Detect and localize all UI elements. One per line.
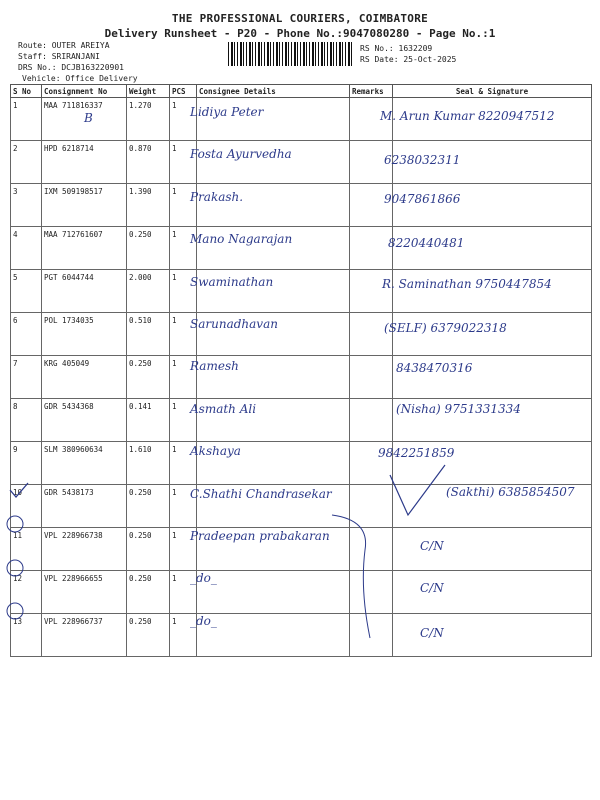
cell-sno: 8 (11, 399, 42, 442)
consignee-handwriting: Sarunadhavan (190, 317, 278, 331)
cell-consignment: PGT 6044744 (42, 270, 127, 313)
table-row (11, 184, 592, 227)
seal-handwriting: (SELF) 6379022318 (384, 321, 507, 335)
cell-pcs: 1 (170, 485, 197, 528)
tick-stroke-icon (380, 455, 450, 525)
cell-weight: 1.270 (127, 98, 170, 141)
cell-remarks (350, 399, 393, 442)
cell-consignment: VPL 228966737 (42, 614, 127, 657)
table-row (11, 356, 592, 399)
cell-sno: 9 (11, 442, 42, 485)
seal-handwriting: 9842251859 (378, 446, 455, 461)
cell-weight: 0.870 (127, 141, 170, 184)
vehicle-text: Vehicle: Office Delivery (22, 74, 138, 83)
cell-weight: 0.250 (127, 614, 170, 657)
staff-text: Staff: SRIRANJANI (18, 52, 100, 61)
cell-weight: 0.250 (127, 571, 170, 614)
table-header-row (11, 85, 592, 98)
col-sno: S No (11, 85, 42, 98)
cell-weight: 1.610 (127, 442, 170, 485)
drs-text: DRS No.: DCJB163220901 (18, 63, 124, 72)
table-row (11, 442, 592, 485)
col-remarks: Remarks (350, 85, 393, 98)
seal-handwriting: (Sakthi) 6385854507 (446, 484, 575, 499)
route-text: Route: OUTER AREIYA (18, 41, 110, 50)
seal-handwriting: R. Saminathan 9750447854 (382, 276, 552, 291)
consignee-handwriting: Mano Nagarajan (190, 232, 293, 247)
note-handwriting: B (84, 111, 93, 125)
consignee-handwriting: _do_ (190, 571, 217, 586)
cell-pcs: 1 (170, 227, 197, 270)
cell-consignment: VPL 228966738 (42, 528, 127, 571)
col-seal: Seal & Signature (393, 85, 592, 98)
cell-weight: 0.250 (127, 528, 170, 571)
cell-sno: 6 (11, 313, 42, 356)
cell-pcs: 1 (170, 141, 197, 184)
cell-sno: 11 (11, 528, 42, 571)
seal-handwriting: 8220440481 (388, 236, 465, 251)
bracket-stroke (330, 510, 380, 640)
consignee-handwriting: Lidiya Peter (190, 105, 264, 119)
cell-consignment: KRG 405049 (42, 356, 127, 399)
consignee-handwriting: Ramesh (190, 359, 239, 374)
consignee-handwriting: Swaminathan (190, 274, 274, 289)
consignee-handwriting: Fosta Ayurvedha (190, 147, 292, 162)
seal-handwriting: C/N (420, 539, 444, 553)
cell-consignee (197, 98, 350, 141)
cell-weight: 1.390 (127, 184, 170, 227)
runsheet-title: Delivery Runsheet - P20 - Phone No.:9047080280 - Page No.:1 (104, 27, 496, 40)
seal-handwriting: 6238032311 (384, 153, 461, 168)
cell-sno: 1 (11, 98, 42, 141)
cell-sno: 7 (11, 356, 42, 399)
table-row (11, 141, 592, 184)
cell-sno: 4 (11, 227, 42, 270)
cell-weight: 0.510 (127, 313, 170, 356)
rs-date-text: RS Date: 25-Oct-2025 (360, 55, 457, 64)
cell-consignee (197, 571, 350, 614)
company-title: THE PROFESSIONAL COURIERS, COIMBATORE (171, 12, 429, 25)
cell-pcs: 1 (170, 98, 197, 141)
cell-sno: 3 (11, 184, 42, 227)
cell-pcs: 1 (170, 571, 197, 614)
cell-consignment: GDR 5438173 (42, 485, 127, 528)
cell-pcs: 1 (170, 356, 197, 399)
barcode (228, 42, 354, 66)
check-mark-icon (8, 480, 30, 502)
cell-weight: 2.000 (127, 270, 170, 313)
meta-right (360, 43, 456, 65)
cell-pcs: 1 (170, 614, 197, 657)
consignee-handwriting: _do_ (190, 613, 217, 628)
table-row (11, 571, 592, 614)
cell-consignment: IXM 509198517 (42, 184, 127, 227)
meta-left (18, 40, 138, 84)
cell-remarks (350, 227, 393, 270)
seal-handwriting: 8438470316 (396, 361, 473, 376)
cell-consignment: POL 1734035 (42, 313, 127, 356)
cell-weight: 0.250 (127, 356, 170, 399)
col-pcs: PCS (170, 85, 197, 98)
col-consignee: Consignee Details (197, 85, 350, 98)
consignee-handwriting: C.Shathi Chandrasekar (190, 486, 332, 501)
cell-sno: 12 (11, 571, 42, 614)
cell-pcs: 1 (170, 399, 197, 442)
cell-consignment: SLM 380960634 (42, 442, 127, 485)
cell-pcs: 1 (170, 184, 197, 227)
cell-sno: 10 (11, 485, 42, 528)
col-weight: Weight (127, 85, 170, 98)
circle-marks (4, 512, 28, 624)
seal-handwriting: M. Arun Kumar 8220947512 (380, 109, 555, 123)
cell-consignment: MAA 712761607 (42, 227, 127, 270)
cell-weight: 0.141 (127, 399, 170, 442)
table-row (11, 227, 592, 270)
cell-pcs: 1 (170, 442, 197, 485)
cell-consignment: MAA 711816337 (42, 98, 127, 141)
cell-consignment: VPL 228966655 (42, 571, 127, 614)
cell-pcs: 1 (170, 270, 197, 313)
cell-pcs: 1 (170, 528, 197, 571)
cell-consignment: HPD 6218714 (42, 141, 127, 184)
seal-handwriting: (Nisha) 9751331334 (396, 401, 521, 416)
col-consignment: Consignment No (42, 85, 127, 98)
cell-sno: 5 (11, 270, 42, 313)
seal-handwriting: 9047861866 (384, 191, 461, 206)
runsheet-table (10, 84, 592, 657)
consignee-handwriting: Pradeepan prabakaran (190, 529, 330, 543)
cell-consignee (197, 614, 350, 657)
cell-remarks (350, 356, 393, 399)
consignee-handwriting: Akshaya (190, 444, 241, 459)
consignee-handwriting: Asmath Ali (190, 401, 257, 416)
seal-handwriting: C/N (420, 625, 444, 640)
cell-weight: 0.250 (127, 485, 170, 528)
seal-handwriting: C/N (420, 581, 444, 596)
cell-sno: 2 (11, 141, 42, 184)
cell-pcs: 1 (170, 313, 197, 356)
cell-sno: 13 (11, 614, 42, 657)
cell-consignment: GDR 5434368 (42, 399, 127, 442)
cell-weight: 0.250 (127, 227, 170, 270)
consignee-handwriting: Prakash. (190, 189, 244, 204)
rs-no-text: RS No.: 1632209 (360, 44, 433, 53)
table-row (11, 614, 592, 657)
